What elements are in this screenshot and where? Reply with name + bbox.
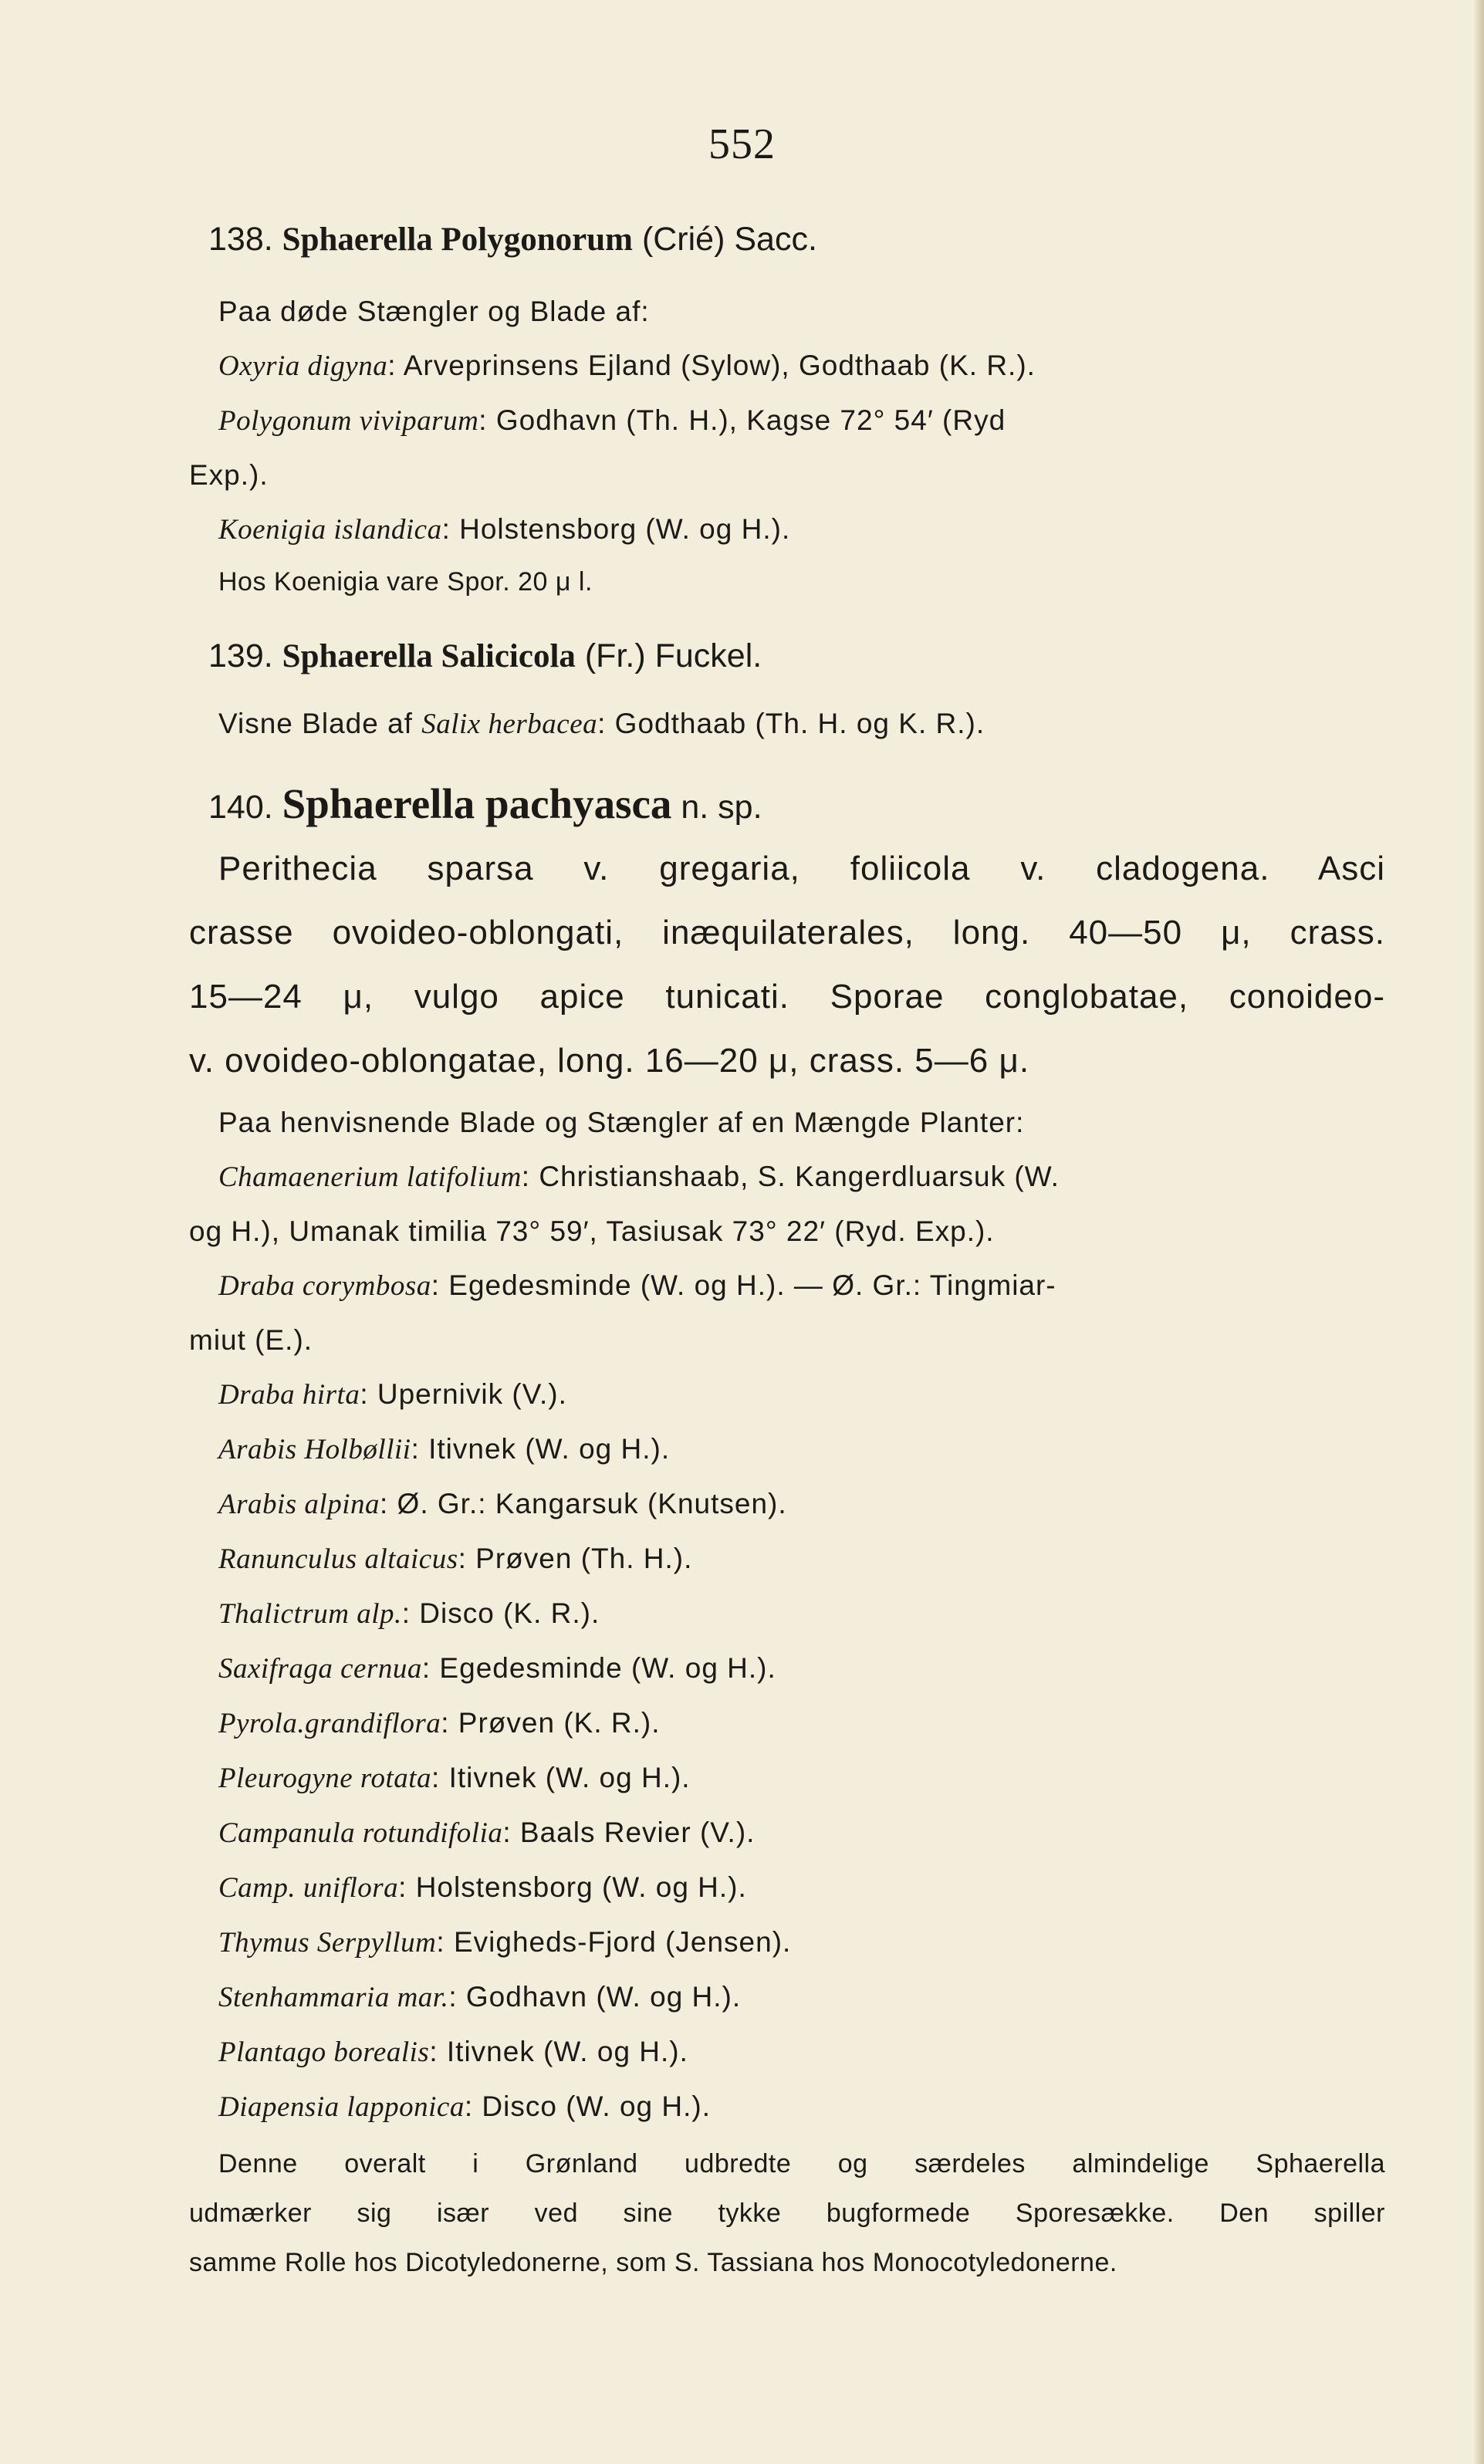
host-entry <box>189 1915 1385 1970</box>
host-entry <box>189 1367 1385 1422</box>
page-edge-shadow <box>1473 0 1484 2464</box>
species-name: Pyrola.grandiflora <box>218 1708 441 1739</box>
locality: : Egedesminde (W. og H.). <box>421 1652 776 1684</box>
heading-author: (Crié) Sacc. <box>641 221 817 258</box>
species-name: Diapensia lapponica <box>218 2091 465 2123</box>
species-name: Chamaenerium latifolium <box>218 1161 522 1193</box>
locality: : Godthaab (Th. H. og K. R.). <box>597 708 985 739</box>
host-entry <box>189 2025 1385 2080</box>
locality: : Arveprinsens Ejland (Sylow), Godthaab (K. R.). <box>387 350 1036 381</box>
closing-line: udmærker sig især ved sine tykke bugformede Sporesække. Den spiller <box>189 2199 1385 2228</box>
locality: : Holstensborg (W. og H.). <box>441 513 791 545</box>
entry-continuation: miut (E.). <box>189 1324 313 1356</box>
host-entry <box>189 1696 1385 1751</box>
host-entry <box>189 2080 1385 2134</box>
description-line: v. ovoideo-oblongatae, long. 16—20 μ, crass. 5—6 μ. <box>189 1042 1030 1080</box>
host-entry <box>189 502 1385 557</box>
host-entry <box>189 1422 1385 1477</box>
locality: : Itivnek (W. og H.). <box>429 2036 688 2067</box>
locality: : Prøven (Th. H.). <box>458 1543 693 1574</box>
host-entry <box>189 1641 1385 1696</box>
section-139 <box>189 633 1385 752</box>
species-name: Koenigia islandica <box>218 514 442 546</box>
locality: : Christianshaab, S. Kangerdluarsuk (W. <box>521 1161 1060 1192</box>
closing-line: Denne overalt i Grønland udbredte og særdeles almindelige Sphaerella <box>218 2149 1385 2178</box>
host-entry <box>189 339 1385 394</box>
closing-line: samme Rolle hos Dicotyledonerne, som S. Tassiana hos Monocotyledonerne. <box>189 2248 1117 2277</box>
locality: : Upernivik (V.). <box>360 1378 567 1410</box>
species-name: Saxifraga cernua <box>218 1653 422 1685</box>
locality: : Holstensborg (W. og H.). <box>398 1871 747 1903</box>
species-name: Camp. uniflora <box>218 1872 399 1904</box>
species-name: Oxyria digyna <box>218 350 388 382</box>
species-name: Arabis Holbøllii <box>218 1434 411 1465</box>
species-name: Campanula rotundifolia <box>218 1817 503 1849</box>
page-number: 552 <box>708 120 776 168</box>
host-entry <box>189 1150 1385 1205</box>
locality: : Itivnek (W. og H.). <box>411 1433 671 1465</box>
locality: : Godhavn (Th. H.), Kagse 72° 54′ (Ryd <box>478 404 1006 436</box>
host-entry <box>189 394 1385 448</box>
species-name: Draba corymbosa <box>218 1270 431 1302</box>
host-entry <box>189 1806 1385 1861</box>
locality: : Itivnek (W. og H.). <box>431 1762 691 1793</box>
locality: : Egedesminde (W. og H.). — Ø. Gr.: Tingmiar- <box>431 1269 1056 1301</box>
heading-name: Sphaerella Salicicola <box>282 638 576 674</box>
locality: : Godhavn (W. og H.). <box>448 1981 742 2013</box>
heading-name: Sphaerella Polygonorum <box>282 221 633 258</box>
section-140 <box>189 781 1385 2287</box>
heading-number: 139. <box>208 637 273 674</box>
section-heading <box>189 781 1385 830</box>
entry-continuation: og H.), Umanak timilia 73° 59′, Tasiusak 73° 22′ (Ryd. Exp.). <box>189 1215 995 1247</box>
host-entry <box>189 1259 1385 1313</box>
section-intro: Paa henvisnende Blade og Stængler af en Mængde Planter: <box>218 1107 1025 1138</box>
species-name: Thalictrum alp. <box>218 1598 402 1630</box>
section-heading <box>189 216 1385 263</box>
host-entry <box>189 1477 1385 1532</box>
species-name: Pleurogyne rotata <box>218 1763 432 1794</box>
heading-author: (Fr.) Fuckel. <box>584 637 762 674</box>
host-entry <box>189 1587 1385 1641</box>
host-entry <box>189 1970 1385 2025</box>
entry-continuation: Exp.). <box>189 459 269 491</box>
section-heading <box>189 633 1385 680</box>
entry-prefix: Visne Blade af <box>218 708 422 739</box>
description-line: 15—24 μ, vulgo apice tunicati. Sporae conglobatae, conoideo- <box>189 978 1385 1016</box>
species-name: Plantago borealis <box>218 2036 430 2068</box>
species-name: Arabis alpina <box>218 1489 380 1520</box>
page-content <box>189 216 1385 2287</box>
species-name: Draba hirta <box>218 1379 360 1411</box>
host-entry <box>189 697 1385 752</box>
description-line: Perithecia sparsa v. gregaria, foliicola v. cladogena. Asci <box>218 850 1385 887</box>
locality: : Evigheds-Fjord (Jensen). <box>436 1926 792 1958</box>
heading-author: n. sp. <box>681 789 762 826</box>
locality: : Prøven (K. R.). <box>441 1707 661 1739</box>
heading-number: 140. <box>208 789 273 826</box>
section-138 <box>189 216 1385 607</box>
spore-note: Hos Koenigia vare Spor. 20 μ l. <box>218 567 593 597</box>
locality: : Disco (K. R.). <box>401 1597 600 1629</box>
species-name: Ranunculus altaicus <box>218 1543 458 1575</box>
species-name: Polygonum viviparum <box>218 405 479 437</box>
locality: : Disco (W. og H.). <box>464 2091 711 2122</box>
locality: : Baals Revier (V.). <box>502 1817 756 1848</box>
host-entry <box>189 1751 1385 1806</box>
heading-number: 138. <box>208 221 273 258</box>
description-line: crasse ovoideo-oblongati, inæquilaterales, long. 40—50 μ, crass. <box>189 914 1385 951</box>
host-entry <box>189 1532 1385 1587</box>
species-name: Thymus Serpyllum <box>218 1927 437 1959</box>
species-name: Salix herbacea <box>421 708 598 740</box>
host-entry <box>189 1861 1385 1915</box>
heading-name: Sphaerella pachyasca <box>282 780 672 827</box>
locality: : Ø. Gr.: Kangarsuk (Knutsen). <box>380 1488 787 1519</box>
species-name: Stenhammaria mar. <box>218 1982 449 2013</box>
section-intro: Paa døde Stængler og Blade af: <box>218 296 650 327</box>
